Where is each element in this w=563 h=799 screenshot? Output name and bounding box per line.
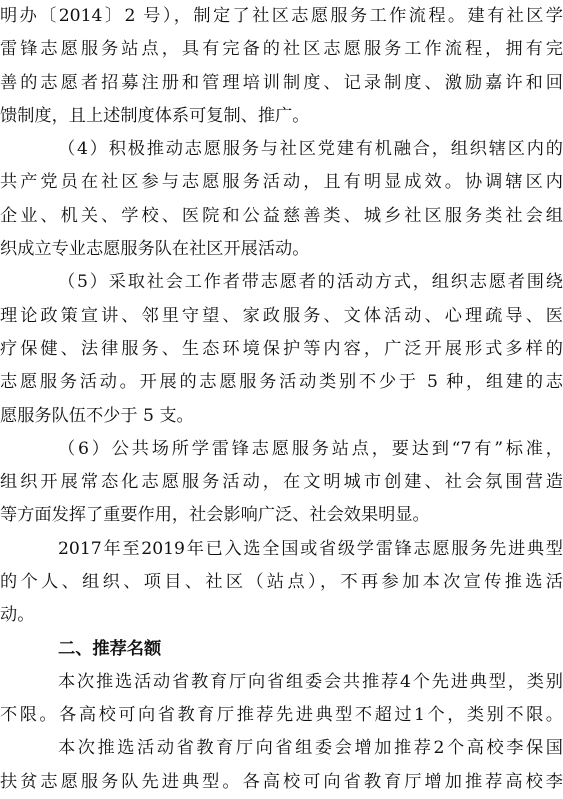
body-text-line: 的个人、组织、项目、社区（站点），不再参加本次宣传推选活 (0, 572, 563, 592)
body-text-line: 愿服务队伍不少于 5 支。 (0, 406, 194, 426)
body-text-line: 善的志愿者招募注册和管理培训制度、记录制度、激励嘉许和回 (0, 73, 563, 93)
body-text-line: （4）积极推动志愿服务与社区党建有机融合，组织辖区内的 (58, 139, 563, 159)
body-text-line: 疗保健、法律服务、生态环境保护等内容，广泛开展形式多样的 (0, 339, 563, 359)
body-text-line: 不限。各高校可向省教育厅推荐先进典型不超过1个，类别不限。 (0, 705, 563, 725)
body-text-line: 雷锋志愿服务站点，具有完备的社区志愿服务工作流程，拥有完 (0, 39, 563, 59)
body-text-line: （5）采取社会工作者带志愿者的活动方式，组织志愿者围绕 (58, 272, 563, 292)
body-text-line: 组织开展常态化志愿服务活动，在文明城市创建、社会氛围营造 (0, 472, 563, 492)
body-text-line: 2017年至2019年已入选全国或省级学雷锋志愿服务先进典型 (58, 539, 563, 559)
body-text-line: 等方面发挥了重要作用，社会影响广泛、社会效果明显。 (0, 505, 430, 525)
body-text-line: 本次推选活动省教育厅向省组委会共推荐4个先进典型，类别 (58, 672, 563, 692)
body-text-line: 织成立专业志愿服务队在社区开展活动。 (0, 239, 310, 259)
body-text-line: 扶贫志愿服务队先进典型。各高校可向省教育厅增加推荐高校李 (0, 772, 563, 792)
body-text-line: 理论政策宣讲、邻里守望、家政服务、文体活动、心理疏导、医 (0, 306, 563, 326)
body-text-line: （6）公共场所学雷锋志愿服务站点，要达到“7有”标准， (58, 439, 563, 459)
body-text-line: 本次推选活动省教育厅向省组委会增加推荐2个高校李保国 (58, 738, 563, 758)
section-heading: 二、推荐名额 (58, 639, 162, 659)
body-text-line: 志愿服务活动。开展的志愿服务活动类别不少于 5 种，组建的志 (0, 372, 563, 392)
body-text-line: 馈制度，且上述制度体系可复制、推广。 (0, 106, 310, 126)
body-text-line: 企业、机关、学校、医院和公益慈善类、城乡社区服务类社会组 (0, 206, 563, 226)
body-text-line: 动。 (0, 605, 35, 625)
body-text-line: 共产党员在社区参与志愿服务活动，且有明显成效。协调辖区内 (0, 172, 563, 192)
body-text-line: 明办〔2014〕2 号），制定了社区志愿服务工作流程。建有社区学 (0, 6, 563, 26)
